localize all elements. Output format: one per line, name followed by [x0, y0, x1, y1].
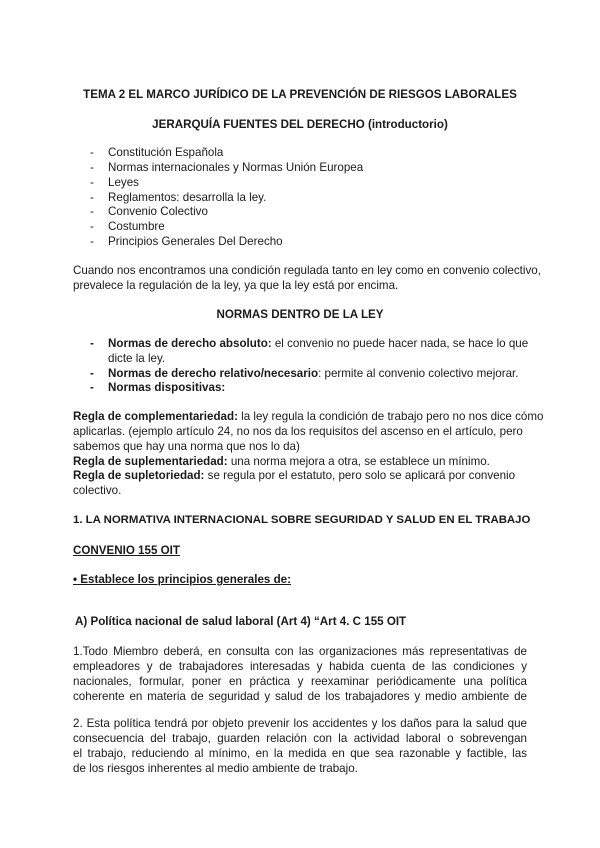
politica-heading: A) Política nacional de salud laboral (Art 4) “Art 4. C 155 OIT	[75, 615, 407, 628]
regla-supletoriedad-line: colectivo.	[73, 484, 122, 497]
paragraph-line: consecuencia del trabajo, guarden relación con la actividad laboral o sobrevengan	[73, 732, 527, 745]
paragraph-1	[73, 644, 527, 704]
convenio-heading: CONVENIO 155 OIT	[73, 544, 180, 557]
paragraph-line: 1.Todo Miembro deberá, en consulta con las organizaciones más representativas de	[73, 645, 527, 658]
paragraph-line: empleadores y de trabajadores interesadas y habida cuenta de las condiciones y	[73, 660, 527, 673]
paragraph-line: coherente en materia de seguridad y salud de los trabajadores y medio ambiente de	[73, 690, 527, 703]
establece-heading: • Establece los principios generales de:	[73, 573, 291, 586]
regla-complementariedad: Regla de complementariedad: la ley regula la condición de trabajo pero no nos dice cómo	[73, 410, 544, 423]
list-item-continuation: dicte la ley.	[108, 352, 166, 365]
paragraph-2	[73, 716, 527, 776]
regla-supletoriedad: Regla de supletoriedad: se regula por el estatuto, pero solo se aplicará por convenio	[73, 469, 516, 482]
document-title: TEMA 2 EL MARCO JURÍDICO DE LA PREVENCIÓN DE RIESGOS LABORALES	[83, 88, 517, 101]
paragraph-line: nacionales, formular, poner en práctica y reexaminar periódicamente una política	[73, 675, 527, 688]
paragraph-line: el trabajo, reduciendo al mínimo, en la medida en que sea razonable y factible, las	[73, 747, 527, 760]
jerarquia-note-line: Cuando nos encontramos una condición regulada tanto en ley como en convenio colectivo,	[73, 264, 541, 277]
regla-complementariedad-line: aplicarlas. (ejemplo artículo 24, no nos da los requisitos del ascenso en el artículo, pero	[73, 425, 523, 438]
regla-suplementariedad: Regla de suplementariedad: una norma mejora a otra, se establece un mínimo.	[73, 455, 490, 468]
jerarquia-heading: JERARQUÍA FUENTES DEL DERECHO (introductorio)	[152, 118, 448, 131]
paragraph-line: de los riesgos inherentes al medio ambiente de trabajo.	[73, 762, 358, 775]
document-page: TEMA 2 EL MARCO JURÍDICO DE LA PREVENCIÓN DE RIESGOS LABORALES JERARQUÍA FUENTES DEL DERECHO (introductorio) - Constitución Española - Normas internacionales y Normas Unión Europea - Leyes - Reglamentos: desarrolla la ley. - Convenio Colectivo - Costumbre - Principios Generales Del Derecho Cuando nos encontramos una condición regulada tanto en ley como en convenio colectivo, prevalece la regulación de la ley, ya que la ley está por encima. NORMAS DENTRO DE LA LEY - Normas de derecho absoluto: el convenio no puede hacer nada, se hace lo que dicte la ley. - Normas de derecho relativo/necesario: permite al convenio colectivo mejorar. - Normas dispositivas: Regla de complementariedad: la ley regula la condición de trabajo pero no nos dice cómo aplicarlas. (ejemplo artículo 24, no nos da los requisitos del ascenso en el artículo, pero sabemos que hay una norma que nos lo da) Regla de suplementariedad: una norma mejora a otra, se establece un mínimo. Regla de supletoriedad: se regula por el estatuto, pero solo se aplicará por convenio colectivo. 1. LA NORMATIVA INTERNACIONAL SOBRE SEGURIDAD Y SALUD EN EL TRABAJO CONVENIO 155 OIT • Establece los principios generales de: A) Política nacional de salud laboral (Art 4) “Art 4. C 155 OIT 1.Todo Miembro deberá, en consulta con las organizaciones más representativas de empleadores y de trabajadores interesadas y habida cuenta de las condiciones y nacionales, formular, poner en práctica y reexaminar periódicamente una política coherente en materia de seguridad y salud de los trabajadores y medio ambiente de 2. Esta política tendrá por objeto prevenir los accidentes y los daños para la salud que consecuencia del trabajo, guarden relación con la actividad laboral o sobrevengan el trabajo, reduciendo al mínimo, en la medida en que sea razonable y factible, las de los riesgos inherentes al medio ambiente de trabajo.	[0, 0, 600, 848]
regla-complementariedad-line: sabemos que hay una norma que nos lo da)	[73, 440, 300, 453]
paragraph-line: 2. Esta política tendrá por objeto prevenir los accidentes y los daños para la salud que	[73, 717, 527, 730]
normas-heading: NORMAS DENTRO DE LA LEY	[216, 308, 384, 321]
internacional-heading: 1. LA NORMATIVA INTERNACIONAL SOBRE SEGURIDAD Y SALUD EN EL TRABAJO	[73, 514, 531, 526]
jerarquia-note-line: prevalece la regulación de la ley, ya que la ley está por encima.	[73, 279, 399, 292]
